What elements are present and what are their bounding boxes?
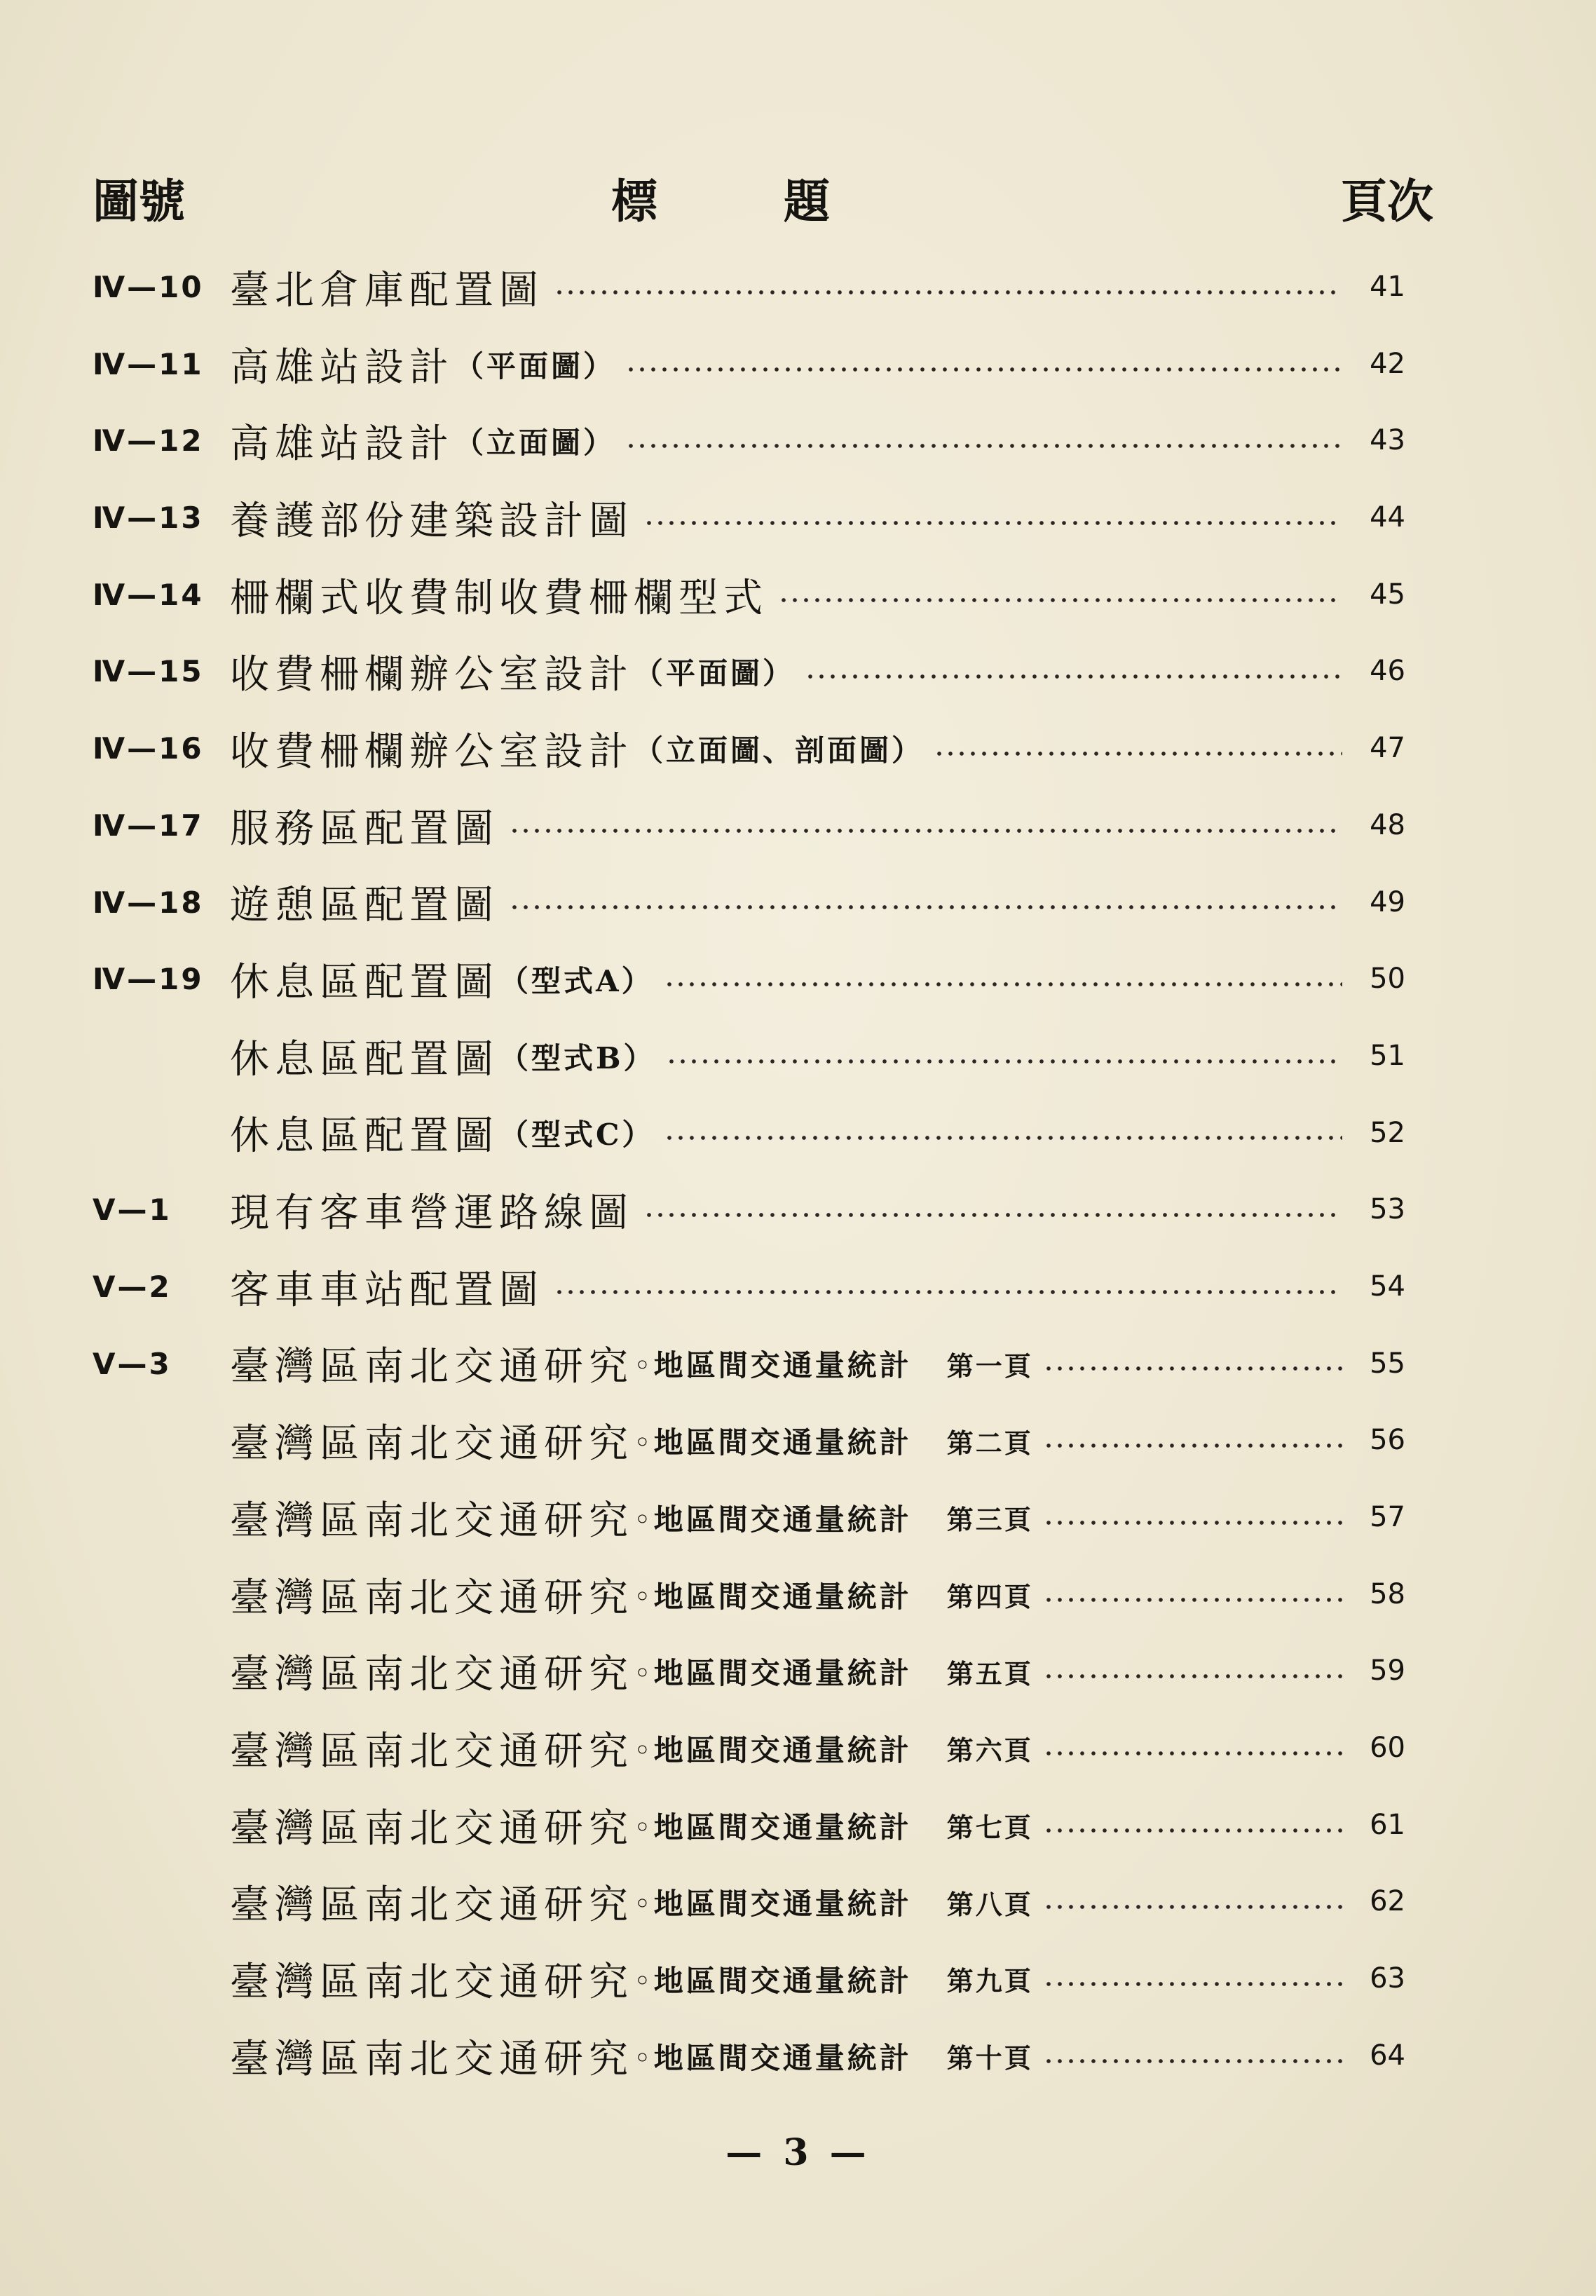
entry-subtitle: ◦地區間交通量統計	[634, 1963, 912, 1998]
toc-entry	[0, 787, 1596, 864]
dot-leader	[643, 520, 1342, 526]
entry-page-label: 第七頁	[946, 1812, 1033, 1844]
entry-page-label: 第十頁	[946, 2042, 1033, 2074]
entry-page-number: 43	[1370, 424, 1405, 457]
entry-page-number: 51	[1370, 1039, 1405, 1072]
entry-page-number: 42	[1370, 347, 1405, 380]
entry-title: 服務區配置圖	[230, 806, 499, 852]
entry-subtitle: （型式A）	[499, 964, 654, 999]
entry-title: 臺灣區南北交通研究	[230, 1344, 634, 1390]
entry-title: 臺灣區南北交通研究	[230, 1882, 634, 1929]
header-title: 標題	[611, 175, 956, 229]
dot-leader	[664, 1135, 1342, 1141]
entry-line	[230, 864, 1342, 942]
entry-title: 高雄站設計	[230, 421, 454, 468]
entry-page-number: 50	[1370, 963, 1405, 996]
entry-page-number: 48	[1370, 808, 1405, 841]
toc-entry	[0, 1171, 1596, 1249]
toc-entry	[0, 1018, 1596, 1095]
entry-subtitle: （立面圖）	[454, 426, 616, 461]
entry-figure-number: Ⅳ—11	[93, 346, 204, 381]
entry-line	[230, 1018, 1342, 1095]
dot-leader	[934, 751, 1342, 756]
entry-line	[230, 1787, 1342, 1864]
entry-line	[230, 2018, 1342, 2095]
dot-leader	[643, 1212, 1342, 1218]
entry-line	[230, 326, 1342, 403]
entry-title: 柵欄式收費制收費柵欄型式	[230, 575, 768, 621]
toc-entry	[0, 480, 1596, 557]
dot-leader	[554, 290, 1342, 295]
entry-line	[230, 1863, 1342, 1941]
entry-line	[230, 1402, 1342, 1479]
toc-entry	[0, 1326, 1596, 1403]
entry-subtitle: ◦地區間交通量統計	[634, 1348, 912, 1383]
entry-page-number: 62	[1370, 1885, 1405, 1918]
entry-page-number: 63	[1370, 1962, 1405, 1995]
entry-line	[230, 633, 1342, 710]
entry-page-number: 58	[1370, 1577, 1405, 1610]
toc-entry	[0, 864, 1596, 942]
toc-entry	[0, 249, 1596, 326]
entry-page-number: 41	[1370, 271, 1405, 303]
entry-figure-number: Ⅳ—19	[93, 962, 204, 997]
entry-title: 臺灣區南北交通研究	[230, 1959, 634, 2005]
dot-leader	[1043, 2058, 1342, 2064]
entry-subtitle: ◦地區間交通量統計	[634, 1502, 912, 1537]
entry-line	[230, 1326, 1342, 1403]
entry-page-label: 第五頁	[946, 1657, 1033, 1690]
dot-leader	[1043, 1981, 1342, 1987]
toc-entry	[0, 1941, 1596, 2018]
toc-entry	[0, 1095, 1596, 1172]
entry-subtitle: ◦地區間交通量統計	[634, 1809, 912, 1845]
entry-line	[230, 710, 1342, 787]
entry-title: 臺北倉庫配置圖	[230, 267, 544, 313]
entry-title: 臺灣區南北交通研究	[230, 2036, 634, 2082]
entry-figure-number: Ⅳ—12	[93, 423, 204, 458]
entry-page-number: 47	[1370, 732, 1405, 765]
toc-entry	[0, 1710, 1596, 1787]
entry-page-label: 第八頁	[946, 1888, 1033, 1920]
entry-title: 休息區配置圖	[230, 1036, 499, 1082]
entry-subtitle: ◦地區間交通量統計	[634, 1732, 912, 1767]
entry-subtitle: ◦地區間交通量統計	[634, 1656, 912, 1691]
entry-title: 高雄站設計	[230, 344, 454, 390]
page-number: — 3 —	[725, 2131, 871, 2174]
entry-line	[230, 787, 1342, 864]
entry-page-number: 59	[1370, 1655, 1405, 1687]
entry-page-label: 第三頁	[946, 1504, 1033, 1536]
entry-title: 臺灣區南北交通研究	[230, 1728, 634, 1774]
entry-page-number: 55	[1370, 1347, 1405, 1380]
entry-figure-number: Ⅳ—10	[93, 270, 204, 304]
toc-entry	[0, 326, 1596, 403]
entry-figure-number: Ⅳ—17	[93, 808, 204, 843]
entry-line	[230, 1710, 1342, 1787]
toc-entry	[0, 1863, 1596, 1941]
entry-title: 休息區配置圖	[230, 1113, 499, 1160]
entry-line	[230, 1249, 1342, 1326]
entry-subtitle: （型式C）	[499, 1118, 655, 1153]
dot-leader	[1043, 1443, 1342, 1448]
entry-line	[230, 249, 1342, 326]
entry-title: 臺灣區南北交通研究	[230, 1575, 634, 1621]
dot-leader	[554, 1289, 1342, 1295]
entry-page-label: 第一頁	[946, 1350, 1033, 1382]
dot-leader	[664, 981, 1342, 987]
entry-subtitle: （型式B）	[499, 1040, 656, 1075]
toc-entry	[0, 1479, 1596, 1556]
entry-title: 遊憩區配置圖	[230, 883, 499, 929]
entry-page-number: 45	[1370, 578, 1405, 611]
entry-page-label: 第二頁	[946, 1427, 1033, 1459]
entry-figure-number: Ⅳ—13	[93, 501, 204, 536]
entry-line	[230, 1171, 1342, 1249]
entry-title: 臺灣區南北交通研究	[230, 1805, 634, 1852]
toc-entry	[0, 941, 1596, 1018]
entry-figure-number: Ⅴ—2	[93, 1269, 172, 1304]
entry-page-number: 60	[1370, 1732, 1405, 1765]
entry-line	[230, 1633, 1342, 1710]
entry-line	[230, 1941, 1342, 2018]
toc-entry	[0, 557, 1596, 634]
entry-subtitle: ◦地區間交通量統計	[634, 1579, 912, 1614]
entry-title: 客車車站配置圖	[230, 1267, 544, 1313]
entry-page-number: 61	[1370, 1808, 1405, 1841]
entry-page-number: 44	[1370, 501, 1405, 534]
toc-entry	[0, 1402, 1596, 1479]
toc-entry	[0, 633, 1596, 710]
entry-title: 臺灣區南北交通研究	[230, 1497, 634, 1544]
entry-title: 現有客車營運路線圖	[230, 1190, 634, 1237]
dot-leader	[1043, 1904, 1342, 1910]
entry-line	[230, 1479, 1342, 1556]
dot-leader	[1043, 1751, 1342, 1756]
header-figure-number: 圖號	[93, 175, 185, 229]
entry-page-number: 52	[1370, 1116, 1405, 1149]
header-page: 頁次	[1341, 175, 1433, 229]
entry-title: 臺灣區南北交通研究	[230, 1421, 634, 1467]
entry-subtitle: ◦地區間交通量統計	[634, 1425, 912, 1460]
entry-line	[230, 557, 1342, 634]
entry-subtitle: ◦地區間交通量統計	[634, 1887, 912, 1922]
dot-leader	[1043, 1673, 1342, 1679]
entry-page-number: 54	[1370, 1270, 1405, 1303]
entry-title: 休息區配置圖	[230, 960, 499, 1006]
dot-leader	[666, 1059, 1343, 1064]
entry-page-number: 46	[1370, 655, 1405, 688]
entry-title: 臺灣區南北交通研究	[230, 1652, 634, 1698]
dot-leader	[625, 443, 1342, 449]
toc-entry	[0, 1787, 1596, 1864]
entry-page-number: 64	[1370, 2039, 1405, 2072]
entry-figure-number: Ⅴ—1	[93, 1193, 172, 1228]
entry-subtitle: （平面圖）	[634, 656, 796, 691]
entry-page-number: 49	[1370, 885, 1405, 918]
toc-list	[0, 249, 1596, 2095]
entry-subtitle: ◦地區間交通量統計	[634, 2040, 912, 2075]
toc-entry	[0, 710, 1596, 787]
entry-title: 收費柵欄辦公室設計	[230, 728, 634, 775]
entry-subtitle: （平面圖）	[454, 348, 616, 383]
entry-page-label: 第九頁	[946, 1965, 1033, 1997]
toc-entry	[0, 1633, 1596, 1710]
dot-leader	[1043, 1597, 1342, 1603]
entry-subtitle: （立面圖、剖面圖）	[634, 733, 925, 768]
dot-leader	[1043, 1366, 1342, 1371]
entry-figure-number: Ⅳ—18	[93, 885, 204, 920]
toc-entry	[0, 2018, 1596, 2095]
toc-entry	[0, 1556, 1596, 1633]
entry-page-label: 第六頁	[946, 1734, 1033, 1767]
entry-line	[230, 402, 1342, 480]
entry-page-number: 56	[1370, 1424, 1405, 1457]
entry-figure-number: Ⅴ—3	[93, 1346, 172, 1381]
entry-figure-number: Ⅳ—14	[93, 577, 204, 612]
dot-leader	[778, 597, 1342, 603]
entry-figure-number: Ⅳ—15	[93, 654, 204, 689]
entry-page-label: 第四頁	[946, 1581, 1033, 1613]
entry-line	[230, 1095, 1342, 1172]
entry-title: 收費柵欄辦公室設計	[230, 652, 634, 698]
entry-line	[230, 480, 1342, 557]
dot-leader	[1043, 1520, 1342, 1526]
toc-entry	[0, 1249, 1596, 1326]
entry-page-number: 57	[1370, 1501, 1405, 1533]
entry-figure-number: Ⅳ—16	[93, 731, 204, 766]
entry-title: 養護部份建築設計圖	[230, 498, 634, 544]
dot-leader	[1043, 1828, 1342, 1833]
entry-line	[230, 941, 1342, 1018]
toc-entry	[0, 402, 1596, 480]
entry-line	[230, 1556, 1342, 1633]
dot-leader	[509, 904, 1342, 910]
dot-leader	[625, 367, 1342, 372]
dot-leader	[509, 828, 1342, 834]
dot-leader	[805, 674, 1342, 679]
entry-page-number: 53	[1370, 1193, 1405, 1226]
